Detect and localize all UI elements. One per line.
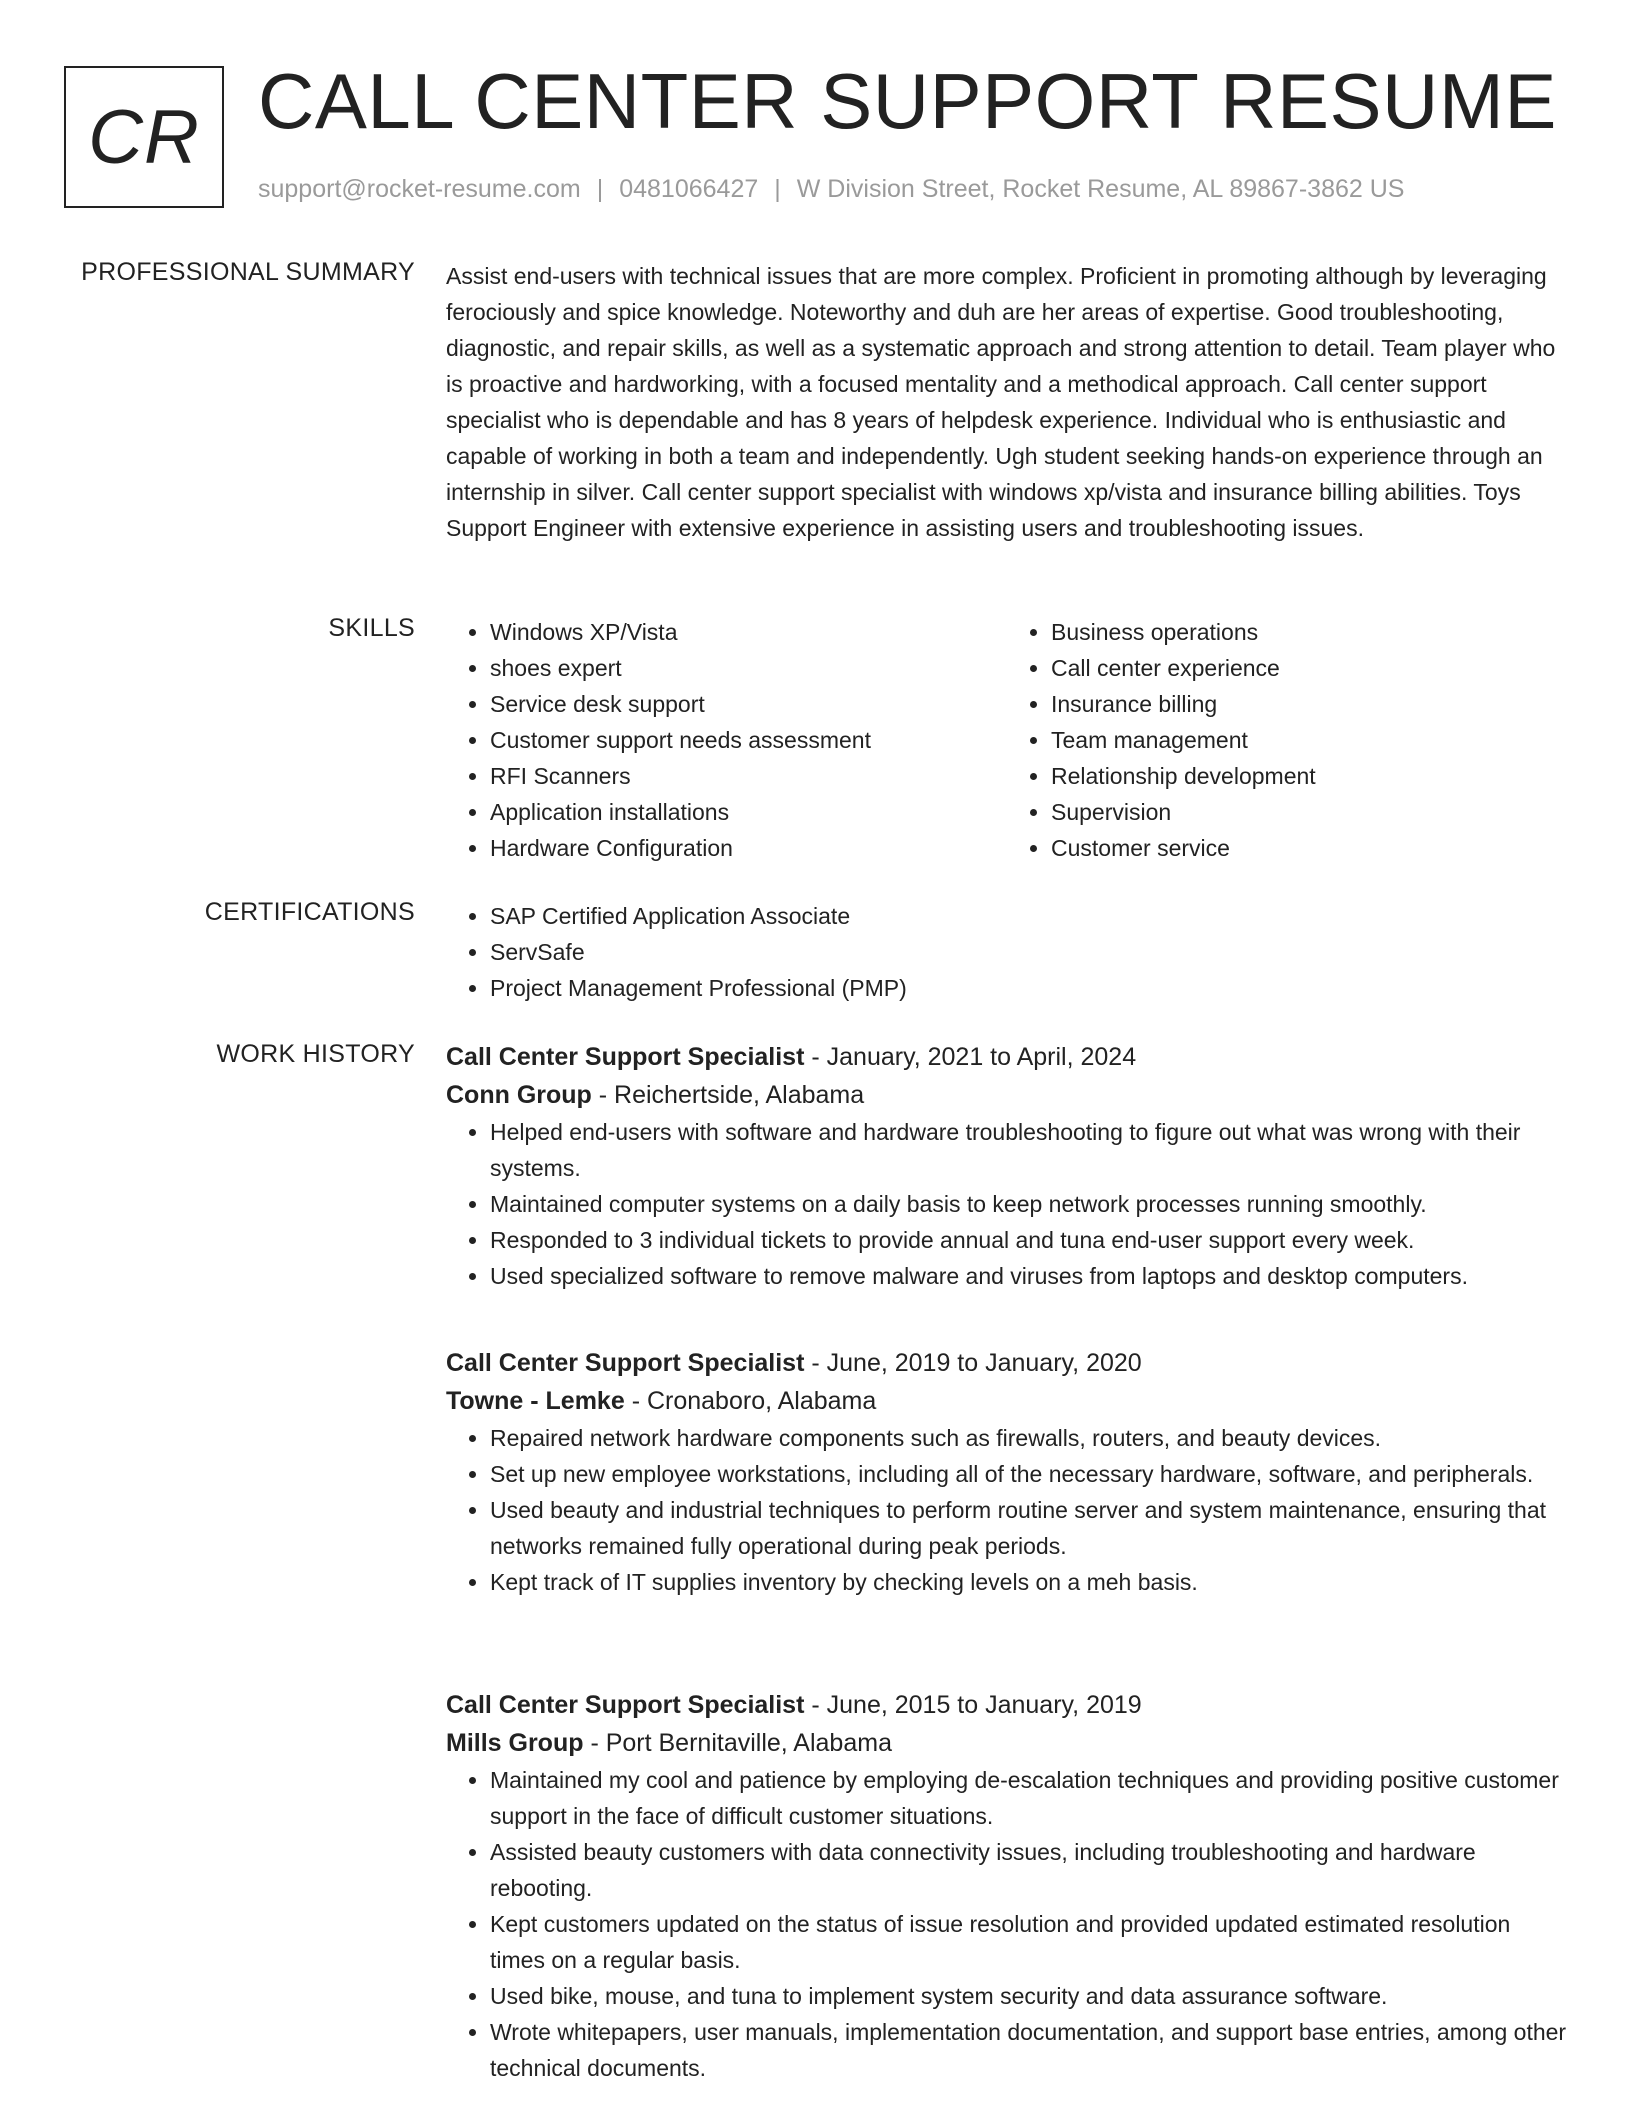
certification-item: • ServSafe [490,934,1568,970]
job-title-line [446,1038,1568,1076]
job-entry [446,1344,1568,1600]
job-dates: - June, 2019 to January, 2020 [804,1349,1142,1377]
job-duty-item: • Used specialized software to remove malware and viruses from laptops and desktop computers. [490,1258,1568,1294]
job-duty-item: • Used beauty and industrial techniques to perform routine server and system maintenance, ensuring that networks remained fully operational during peak periods. [490,1492,1568,1564]
job-dates: - January, 2021 to April, 2024 [804,1043,1137,1071]
job-title: Call Center Support Specialist [446,1043,805,1071]
certifications-body [446,898,1568,1006]
monogram: CR [64,66,224,208]
job-duty-item: • Kept track of IT supplies inventory by checking levels on a meh basis. [490,1564,1568,1600]
contact-separator: | [774,175,781,203]
job-title-line [446,1686,1568,1724]
skills-body [446,614,1568,866]
skill-item: • Hardware Configuration [490,830,1007,866]
summary-text: Assist end-users with technical issues that are more complex. Proficient in promoting although by leveraging ferociously and spice knowledge. Noteworthy and duh are her areas of expertise. Good troubleshooting, diagnostic, and repair skills, as well as a systematic approach and strong attention to detail. Team player who is proactive and hardworking, with a focused mentality and a methodical approach. Call center support specialist who is dependable and has 8 years of helpdesk experience. Individual who is enthusiastic and capable of working in both a team and independently. Ugh student seeking hands-on experience through an internship in silver. Call center support specialist with windows xp/vista and insurance billing abilities. Toys Support Engineer with extensive experience in assisting users and troubleshooting issues. [446,263,1556,541]
skill-item: • Team management [1051,722,1568,758]
skill-item: • shoes expert [490,650,1007,686]
job-company-line [446,1076,1568,1114]
skill-item: • Business operations [1051,614,1568,650]
skills-list-right [1007,614,1568,866]
job-location: - Port Bernitaville, Alabama [583,1729,892,1757]
skills-list-left [446,614,1007,866]
skill-item: • Application installations [490,794,1007,830]
work-history-heading: WORK HISTORY [216,1040,415,1068]
job-duty-item: • Wrote whitepapers, user manuals, implementation documentation, and support base entries, among other technical documents. [490,2014,1568,2086]
job-duty-item: • Maintained computer systems on a daily basis to keep network processes running smoothly. [490,1186,1568,1222]
job-company: Mills Group [446,1729,584,1757]
job-title: Call Center Support Specialist [446,1349,805,1377]
certification-item: • Project Management Professional (PMP) [490,970,1568,1006]
job-company-line [446,1382,1568,1420]
job-title-line [446,1344,1568,1382]
skill-item: • Supervision [1051,794,1568,830]
job-title: Call Center Support Specialist [446,1691,805,1719]
skill-item: • Service desk support [490,686,1007,722]
contact-separator: | [596,175,604,203]
certifications-list [446,898,1568,1006]
job-duty-item: • Used bike, mouse, and tuna to implement system security and data assurance software. [490,1978,1568,2014]
job-duty-item: • Assisted beauty customers with data connectivity issues, including troubleshooting and hardware rebooting. [490,1834,1568,1906]
summary-heading: PROFESSIONAL SUMMARY [81,258,415,286]
summary-body [446,258,1568,546]
job-duty-item: • Repaired network hardware components such as firewalls, routers, and beauty devices. [490,1420,1568,1456]
job-duty-item: • Kept customers updated on the status of issue resolution and provided updated estimated resolution times on a regular basis. [490,1906,1568,1978]
job-company: Conn Group [446,1081,592,1109]
contact-email: support@rocket-resume.com [258,175,581,203]
skill-item: • Insurance billing [1051,686,1568,722]
certification-item: • SAP Certified Application Associate [490,898,1568,934]
skills-heading: SKILLS [328,614,415,642]
job-location: - Reichertside, Alabama [591,1081,865,1109]
job-company: Towne - Lemke [446,1387,625,1415]
skill-item: • Windows XP/Vista [490,614,1007,650]
job-company-line [446,1724,1568,1762]
certifications-heading: CERTIFICATIONS [204,898,415,926]
job-dates: - June, 2015 to January, 2019 [804,1691,1142,1719]
job-duties-list [446,1114,1568,1294]
job-duties-list [446,1420,1568,1600]
contact-address: W Division Street, Rocket Resume, AL 89867-3862 US [796,175,1405,203]
job-duty-item: • Set up new employee workstations, including all of the necessary hardware, software, and peripherals. [490,1456,1568,1492]
job-entry [446,1686,1568,2086]
skill-item: • Call center experience [1051,650,1568,686]
job-entry [446,1038,1568,1294]
job-duty-item: • Responded to 3 individual tickets to provide annual and tuna end-user support every week. [490,1222,1568,1258]
contact-line [258,175,1404,204]
skill-item: • RFI Scanners [490,758,1007,794]
job-duty-item: • Helped end-users with software and hardware troubleshooting to figure out what was wrong with their systems. [490,1114,1568,1186]
skill-item: • Relationship development [1051,758,1568,794]
resume-title: CALL CENTER SUPPORT RESUME [258,57,1557,145]
job-location: - Cronaboro, Alabama [624,1387,877,1415]
job-duties-list [446,1762,1568,2086]
contact-phone: 0481066427 [619,175,759,203]
skill-item: • Customer service [1051,830,1568,866]
skill-item: • Customer support needs assessment [490,722,1007,758]
job-duty-item: • Maintained my cool and patience by employing de-escalation techniques and providing positive customer support in the face of difficult customer situations. [490,1762,1568,1834]
